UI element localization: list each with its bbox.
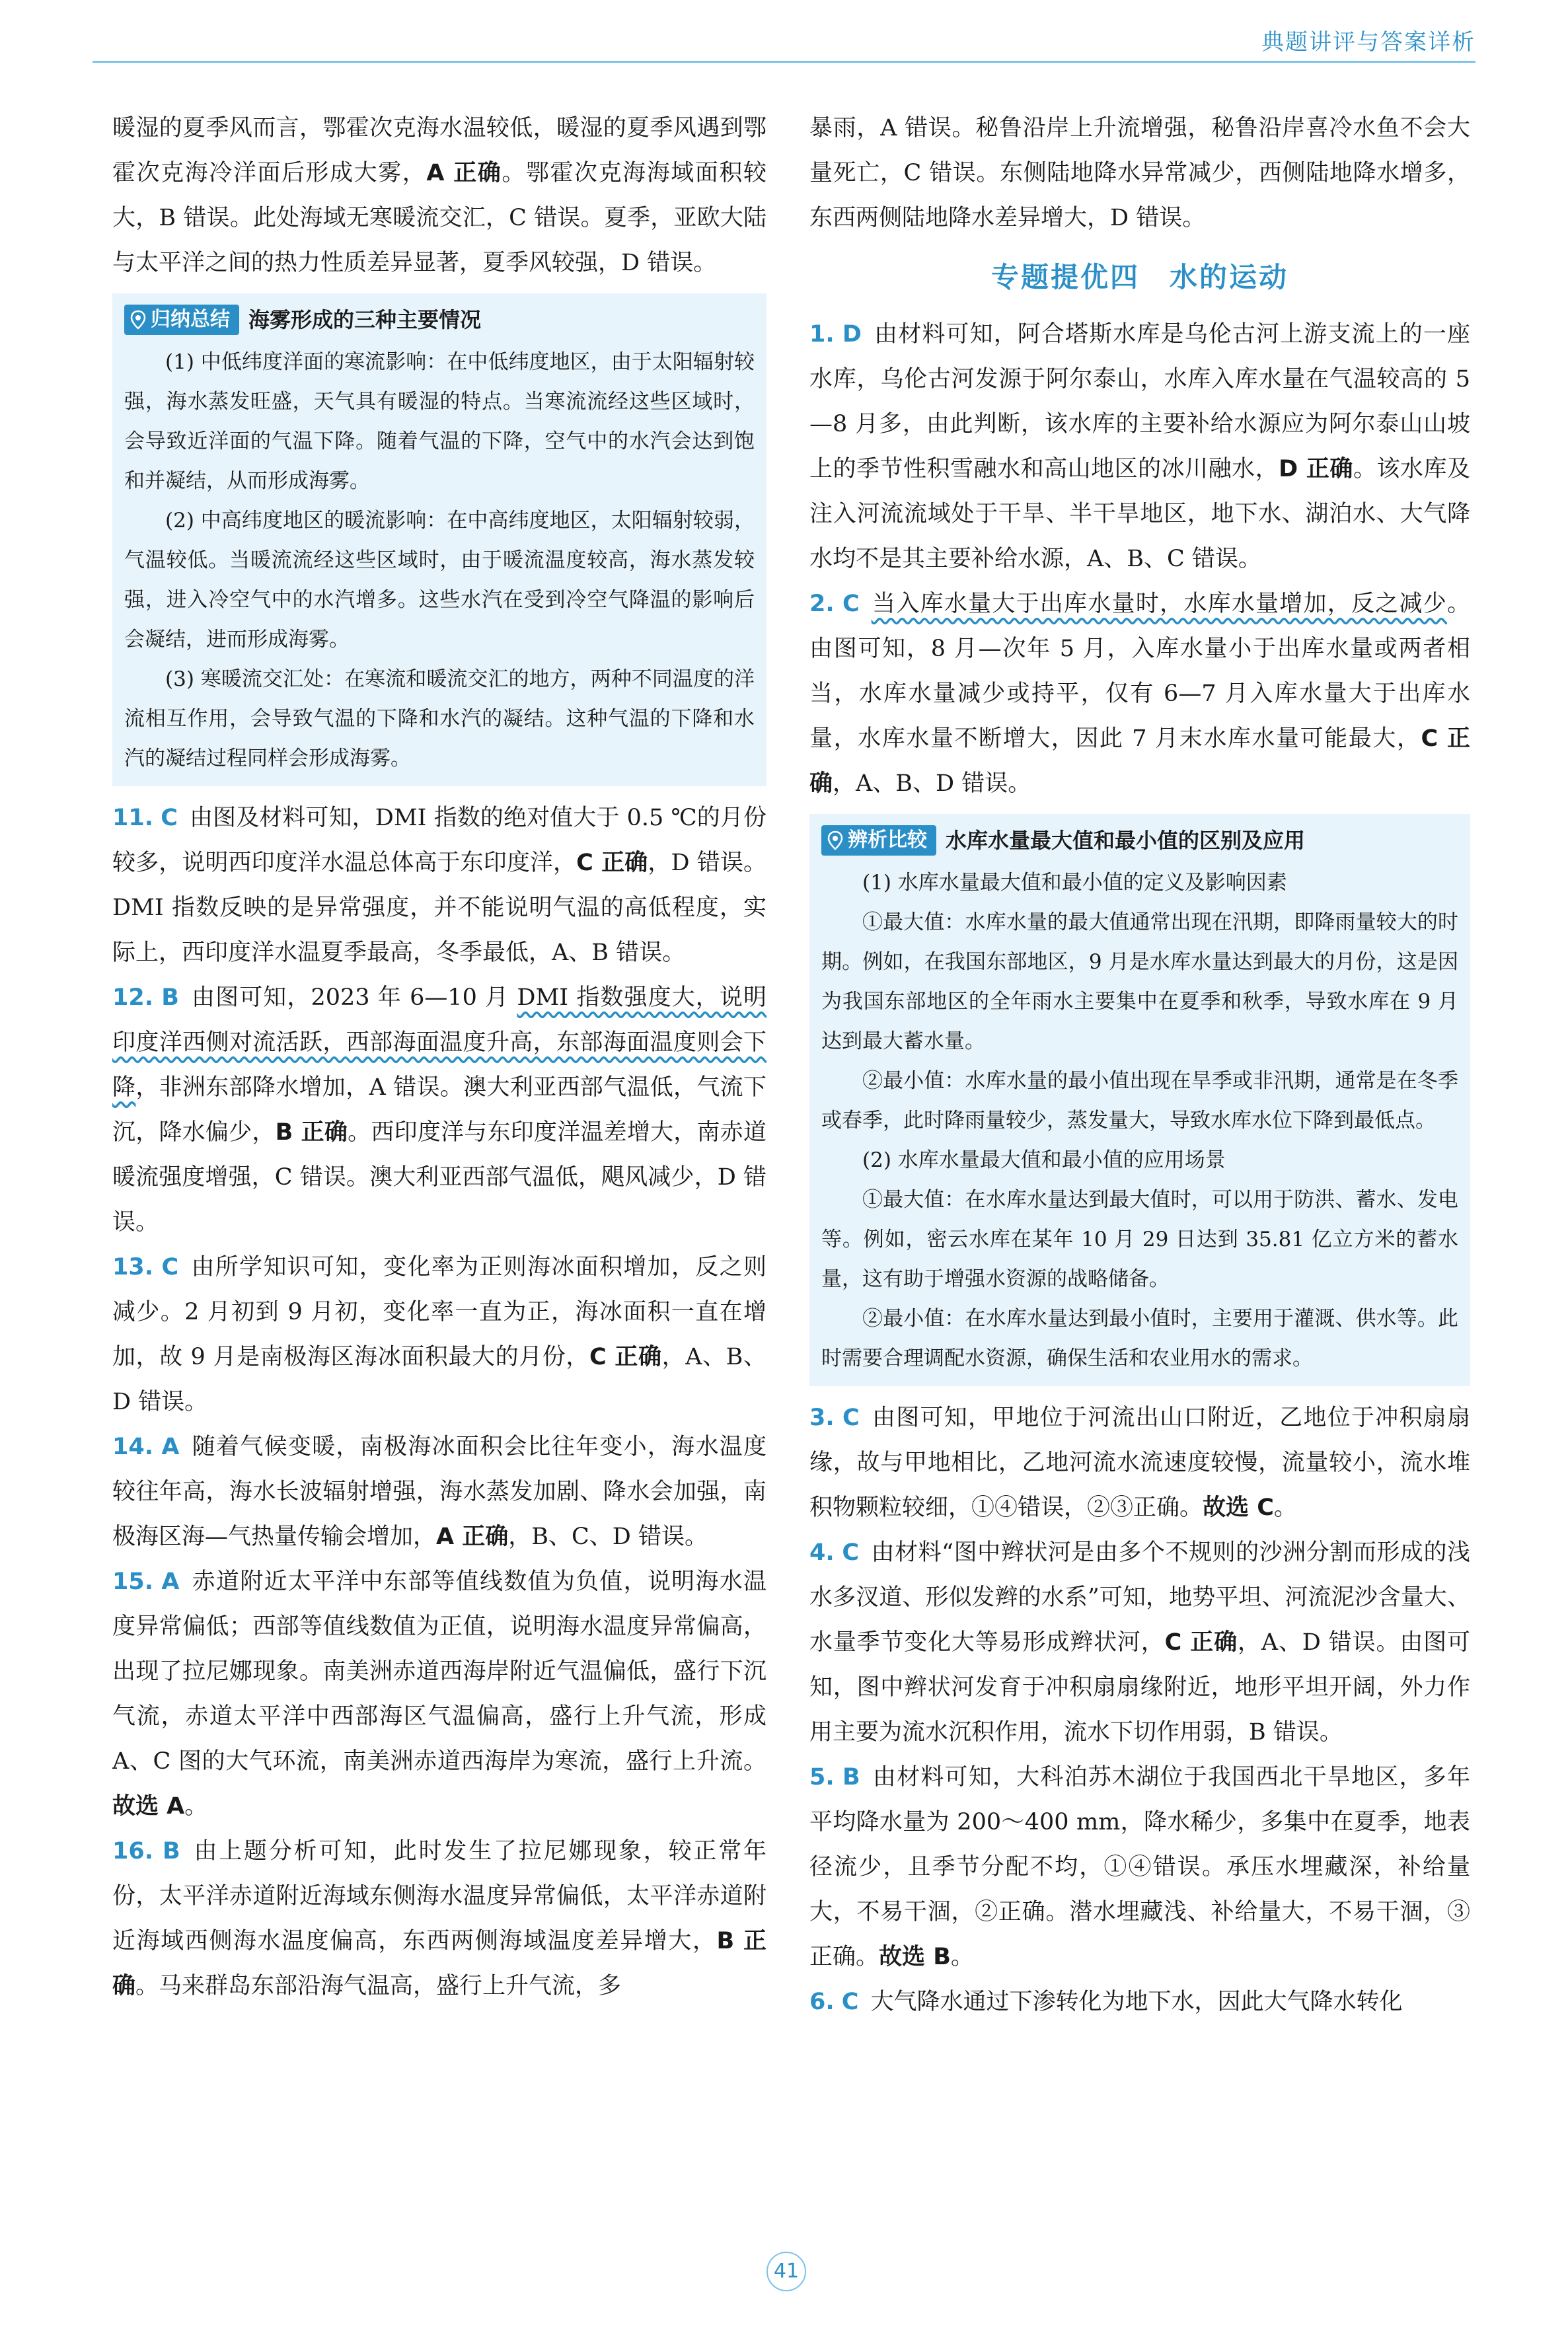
box-paragraph: ②最小值：在水库水量达到最小值时，主要用于灌溉、供水等。此时需要合理调配水资源，确保生活和农业用水的需求。 (821, 1307, 1458, 1370)
compare-box-title: 水库水量最大值和最小值的区别及应用 (946, 828, 1306, 853)
pin-icon (130, 310, 147, 330)
answer-item: 1. D 由材料可知，阿合塔斯水库是乌伦古河上游支流上的一座水库，乌伦古河发源于阿尔泰山，水库入库水量在气温较高的 5—8 月多，由此判断，该水库的主要补给水源应为阿尔泰山山坡上的季节性积雪融水和高山地区的冰川融水，D 正确。该水库及注入河流流域处于干旱、半干旱地区，地下水、湖泊水、大气降水均不是其主要补给水源，A、B、C 错误。 (809, 321, 1470, 572)
box-paragraph: (2) 中高纬度地区的暖流影响：在中高纬度地区，太阳辐射较弱，气温较低。当暖流流经这些区域时，由于暖流温度较高，海水蒸发较强，进入冷空气中的水汽增多。这些水汽在受到冷空气降温的影响后会凝结，进而形成海雾。 (124, 509, 755, 651)
summary-box-title: 海雾形成的三种主要情况 (248, 307, 482, 332)
summary-tag: 归纳总结 (124, 305, 239, 335)
answer-item: 4. C 由材料“图中辫状河是由多个不规则的沙洲分割而形成的浅水多汊道、形似发辫的水系”可知，地势平坦、河流泥沙含量大、水量季节变化大等易形成辫状河，C 正确，A、D 错误。由图可知，图中辫状河发育于冲积扇扇缘附近，地形平坦开阔，外力作用主要为流水沉积作用，流水下切作用弱，B 错误。 (809, 1539, 1470, 1746)
answer-item: 12. B 由图可知，2023 年 6—10 月 DMI 指数强度大，说明印度洋西侧对流活跃，西部海面温度升高，东部海面温度则会下降，非洲东部降水增加，A 错误。澳大利亚西部气温低，气流下沉，降水偏少，B 正确。西印度洋与东印度洋温差增大，南赤道暖流强度增强，C 错误。澳大利亚西部气温低，飓风减少，D 错误。 (112, 984, 766, 1236)
box-paragraph: (1) 水库水量最大值和最小值的定义及影响因素 (862, 871, 1287, 895)
answer-item: 11. C 由图及材料可知，DMI 指数的绝对值大于 0.5 ℃的月份较多，说明西印度洋水温总体高于东印度洋，C 正确，D 错误。DMI 指数反映的是异常强度，并不能说明气温的高低程度，实际上，西印度洋水温夏季最高，冬季最低，A、B 错误。 (112, 805, 766, 966)
answer-item: 3. C 由图可知，甲地位于河流出山口附近，乙地位于冲积扇扇缘，故与甲地相比，乙地河流水流速度较慢，流量较小，流水堆积物颗粒较细，①④错误，②③正确。故选 C。 (809, 1405, 1470, 1521)
answer-item: 2. C 当入库水量大于出库水量时，水库水量增加，反之减少。由图可知，8 月—次年 5 月，入库水量小于出库水量或两者相当，水库水量减少或持平，仅有 6—7 月入库水量大于出库水量，水库水量不断增大，因此 7 月末水库水量可能最大，C 正确，A、B、D 错误。 (809, 591, 1470, 797)
answer-item: 5. B 由材料可知，大科泊苏木湖位于我国西北干旱地区，多年平均降水量为 200～400 mm，降水稀少，多集中在夏季，地表径流少，且季节分配不均，①④错误。承压水埋藏深，补给量大，不易干涸，②正确。潜水埋藏浅、补给量大，不易干涸，③正确。故选 B。 (809, 1764, 1470, 1970)
section-title: 专题提优四 水的运动 (990, 261, 1288, 293)
right-column (809, 106, 1470, 2024)
right-continuation: 暴雨，A 错误。秘鲁沿岸上升流增强，秘鲁沿岸喜冷水鱼不会大量死亡，C 错误。东侧陆地降水异常减少，西侧陆地降水增多，东西两侧陆地降水差异增大，D 错误。 (809, 115, 1470, 231)
answer-item: 14. A 随着气候变暖，南极海冰面积会比往年变小，海水温度较往年高，海水长波辐射增强，海水蒸发加剧、降水会加强，南极海区海—气热量传输会增加，A 正确，B、C、D 错误。 (112, 1434, 766, 1550)
box-paragraph: ②最小值：水库水量的最小值出现在旱季或非汛期，通常是在冬季或春季，此时降雨量较少，蒸发量大，导致水库水位下降到最低点。 (821, 1069, 1458, 1132)
answer-item: 16. B 由上题分析可知，此时发生了拉尼娜现象，较正常年份，太平洋赤道附近海域东侧海水温度异常偏低，太平洋赤道附近海域西侧海水温度偏高，东西两侧海域温度差异增大，B 正确。马来群岛东部沿海气温高，盛行上升气流，多 (112, 1838, 766, 1999)
box-paragraph: (1) 中低纬度洋面的寒流影响：在中低纬度地区，由于太阳辐射较强，海水蒸发旺盛，天气具有暖湿的特点。当寒流流经这些区域时，会导致近洋面的气温下降。随着气温的下降，空气中的水汽会达到饱和并凝结，从而形成海雾。 (124, 350, 755, 493)
box-paragraph: (3) 寒暖流交汇处：在寒流和暖流交汇的地方，两种不同温度的洋流相互作用，会导致气温的下降和水汽的凝结。这种气温的下降和水汽的凝结过程同样会形成海雾。 (124, 667, 755, 770)
box-paragraph: ①最大值：水库水量的最大值通常出现在汛期，即降雨量较大的时期。例如，在我国东部地区，9 月是水库水量达到最大的月份，这是因为我国东部地区的全年雨水主要集中在夏季和秋季，导致水库在 9 月达到最大蓄水量。 (821, 910, 1458, 1053)
answer-item: 6. C 大气降水通过下渗转化为地下水，因此大气降水转化 (809, 1989, 1403, 2015)
left-intro: 暖湿的夏季风而言，鄂霍次克海水温较低，暖湿的夏季风遇到鄂霍次克海冷洋面后形成大雾，A 正确。鄂霍次克海海域面积较大，B 错误。此处海域无寒暖流交汇，C 错误。夏季，亚欧大陆与太平洋之间的热力性质差异显著，夏季风较强，D 错误。 (112, 115, 766, 276)
answer-item: 13. C 由所学知识可知，变化率为正则海冰面积增加，反之则减少。2 月初到 9 月初，变化率一直为正，海冰面积一直在增加，故 9 月是南极海区海冰面积最大的月份，C 正确，A、B、D 错误。 (112, 1254, 766, 1415)
box-paragraph: ①最大值：在水库水量达到最大值时，可以用于防洪、蓄水、发电等。例如，密云水库在某年 10 月 29 日达到 35.81 亿立方米的蓄水量，这有助于增强水资源的战略储备。 (821, 1188, 1458, 1291)
pin-icon (827, 830, 844, 850)
left-column (112, 106, 766, 2009)
box-paragraph: (2) 水库水量最大值和最小值的应用场景 (862, 1148, 1226, 1172)
header-rule (93, 61, 1475, 63)
compare-box (809, 814, 1470, 1386)
compare-tag: 辨析比较 (821, 825, 936, 856)
summary-box (112, 293, 766, 786)
header-title: 典题讲评与答案详析 (1261, 29, 1475, 55)
answer-item: 15. A 赤道附近太平洋中东部等值线数值为负值，说明海水温度异常偏低；西部等值线数值为正值，说明海水温度异常偏高，出现了拉尼娜现象。南美洲赤道西海岸附近气温偏低，盛行下沉气流，赤道太平洋中西部海区气温偏高，盛行上升气流，形成 A、C 图的大气环流，南美洲赤道西海岸为寒流，盛行上升流。故选 A。 (112, 1568, 766, 1820)
page-number: 41 (766, 2252, 806, 2291)
